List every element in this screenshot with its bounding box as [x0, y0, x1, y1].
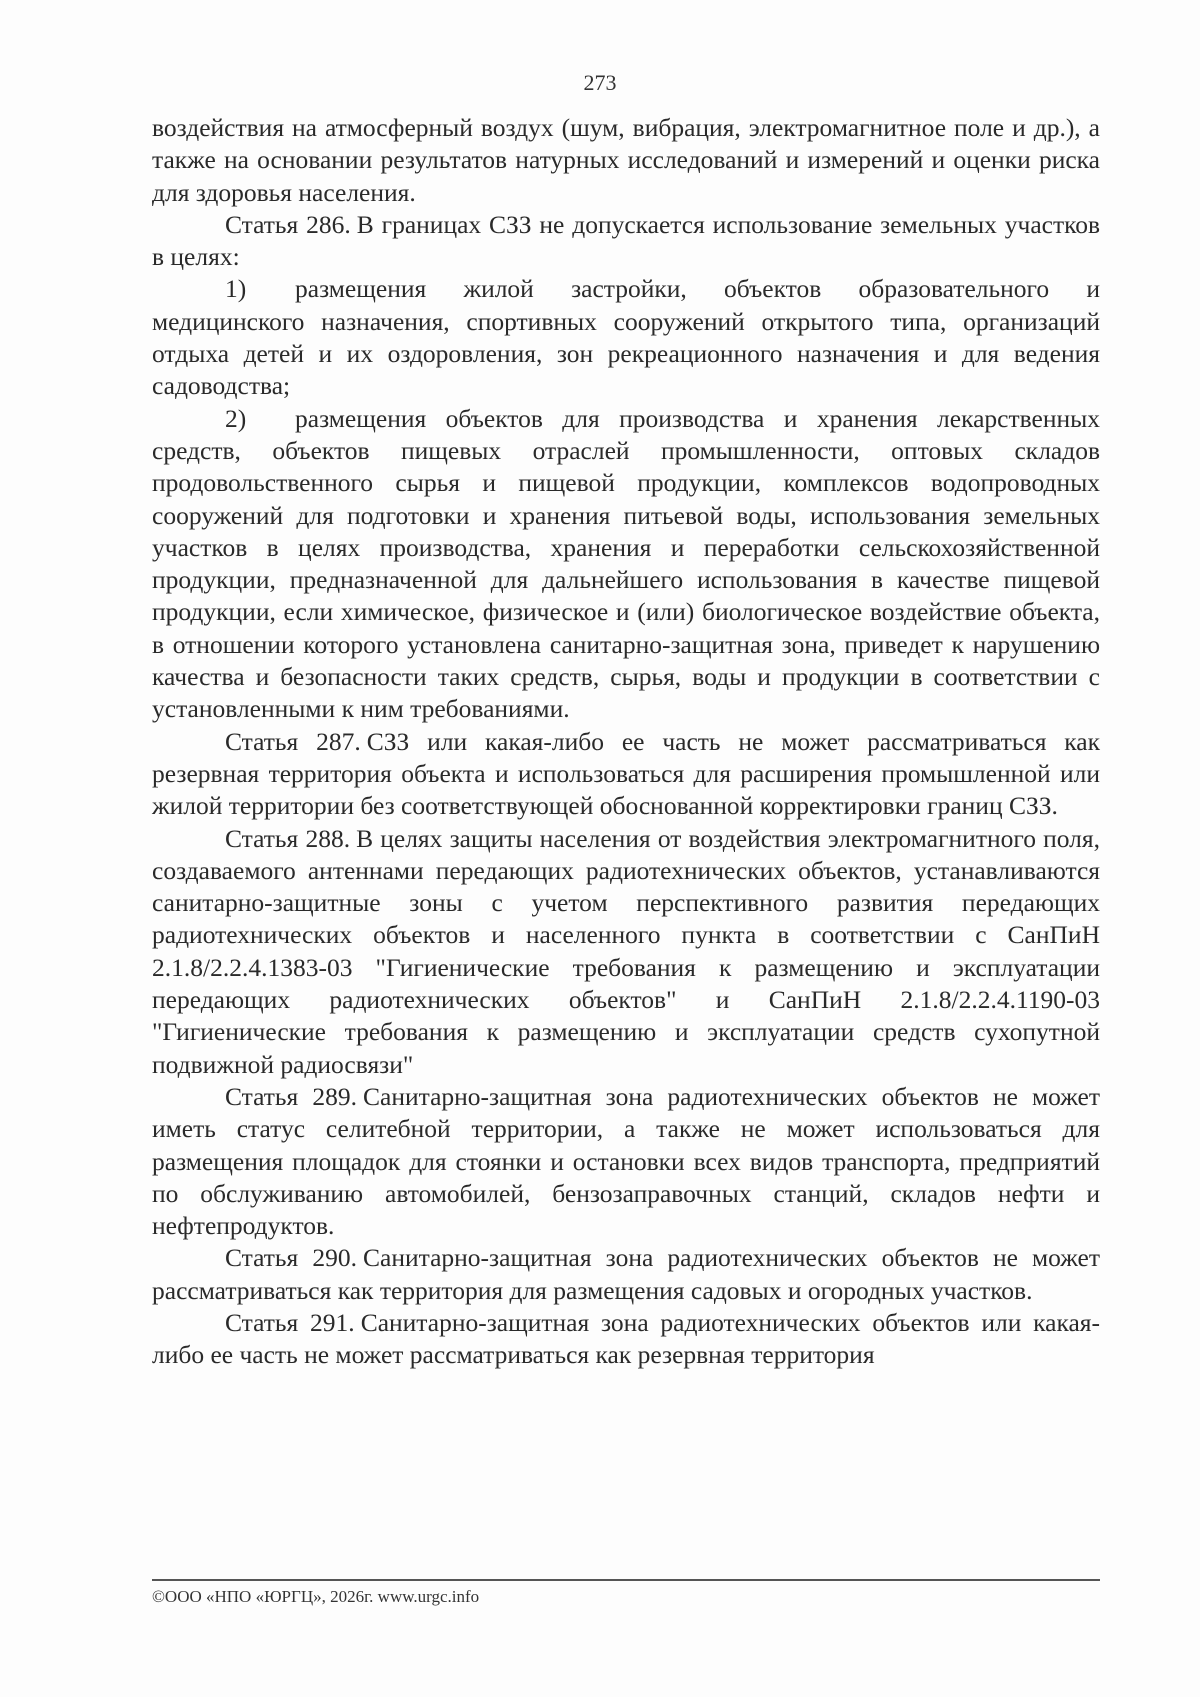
article-label: Статья 286. — [225, 209, 351, 239]
article-287 — [152, 726, 1100, 823]
article-text: СЗЗ или какая-либо ее часть не может рассматриваться как резервная территория объекта и использоваться для расширения промышленной или жилой территории без соответствующей обоснованной корректировки границ СЗЗ. — [152, 726, 1100, 821]
document-body — [152, 112, 1100, 1372]
list-item-text: размещения жилой застройки, объектов образовательного и медицинского назначения, спортивных сооружений открытого типа, организаций отдыха детей и их оздоровления, зон рекреационного назначения и для ведения садоводства; — [152, 274, 1100, 401]
page-number: 273 — [583, 70, 617, 95]
paragraph-continuation: воздействия на атмосферный воздух (шум, вибрация, электромагнитное поле и др.), а также на основании результатов натурных исследований и измерений и оценки риска для здоровья населения. — [152, 113, 1100, 207]
list-item-2 — [152, 403, 1100, 726]
article-label: Статья 291. — [225, 1307, 355, 1337]
article-text: В границах СЗЗ не допускается использование земельных участков в целях: — [152, 209, 1100, 272]
article-288 — [152, 823, 1100, 1081]
article-text: Санитарно-защитная зона радиотехнических объектов не может рассматриваться как территория для размещения садовых и огородных участков. — [152, 1243, 1100, 1305]
footer-divider — [152, 1579, 1100, 1581]
article-text: Санитарно-защитная зона радиотехнических объектов не может иметь статус селитебной территории, а также не может использоваться для размещения площадок для стоянки и остановки всех видов транспорта, предприятий по обслуживанию автомобилей, бензозаправочных станций, складов нефти и нефтепродуктов. — [152, 1081, 1100, 1241]
article-291 — [152, 1307, 1100, 1372]
article-text: Санитарно-защитная зона радиотехнических объектов или какая-либо ее часть не может рассматриваться как резервная территория — [152, 1307, 1100, 1370]
list-item-1 — [152, 273, 1100, 402]
article-label: Статья 290. — [225, 1243, 358, 1273]
list-item-number: 2) — [225, 403, 247, 433]
list-item-number: 1) — [225, 274, 247, 304]
article-text: В целях защиты населения от воздействия электромагнитного поля, создаваемого антеннами передающих радиотехнических объектов, устанавливаются санитарно-защитные зоны с учетом перспективного развития передающих радиотехнических объектов и населенного пункта в соответствии с СанПиН 2.1.8/2.2.4.1383-03 "Гигиенические требования к размещению и эксплуатации передающих радиотехнических объектов" и СанПиН 2.1.8/2.2.4.1190-03 "Гигиенические требования к размещению и эксплуатации средств сухопутной подвижной радиосвязи" — [152, 823, 1100, 1079]
article-286 — [152, 209, 1100, 274]
article-label: Статья 289. — [225, 1081, 358, 1111]
article-label: Статья 287. — [225, 726, 361, 756]
article-label: Статья 288. — [225, 823, 351, 853]
article-289 — [152, 1081, 1100, 1242]
article-290 — [152, 1242, 1100, 1307]
list-item-text: размещения объектов для производства и хранения лекарственных средств, объектов пищевых отраслей промышленности, оптовых складов продовольственного сырья и пищевой продукции, комплексов водопроводных сооружений для подготовки и хранения питьевой воды, использования земельных участков в целях производства, хранения и переработки сельскохозяйственной продукции, предназначенной для дальнейшего использования в качестве пищевой продукции, если химическое, физическое и (или) биологическое воздействие объекта, в отношении которого установлена санитарно-защитная зона, приведет к нарушению качества и безопасности таких средств, сырья, воды и продукции в соответствии с установленными к ним требованиями. — [152, 403, 1100, 724]
footer-copyright: ©ООО «НПО «ЮРГЦ», 2026г. www.urgc.info — [152, 1587, 480, 1606]
